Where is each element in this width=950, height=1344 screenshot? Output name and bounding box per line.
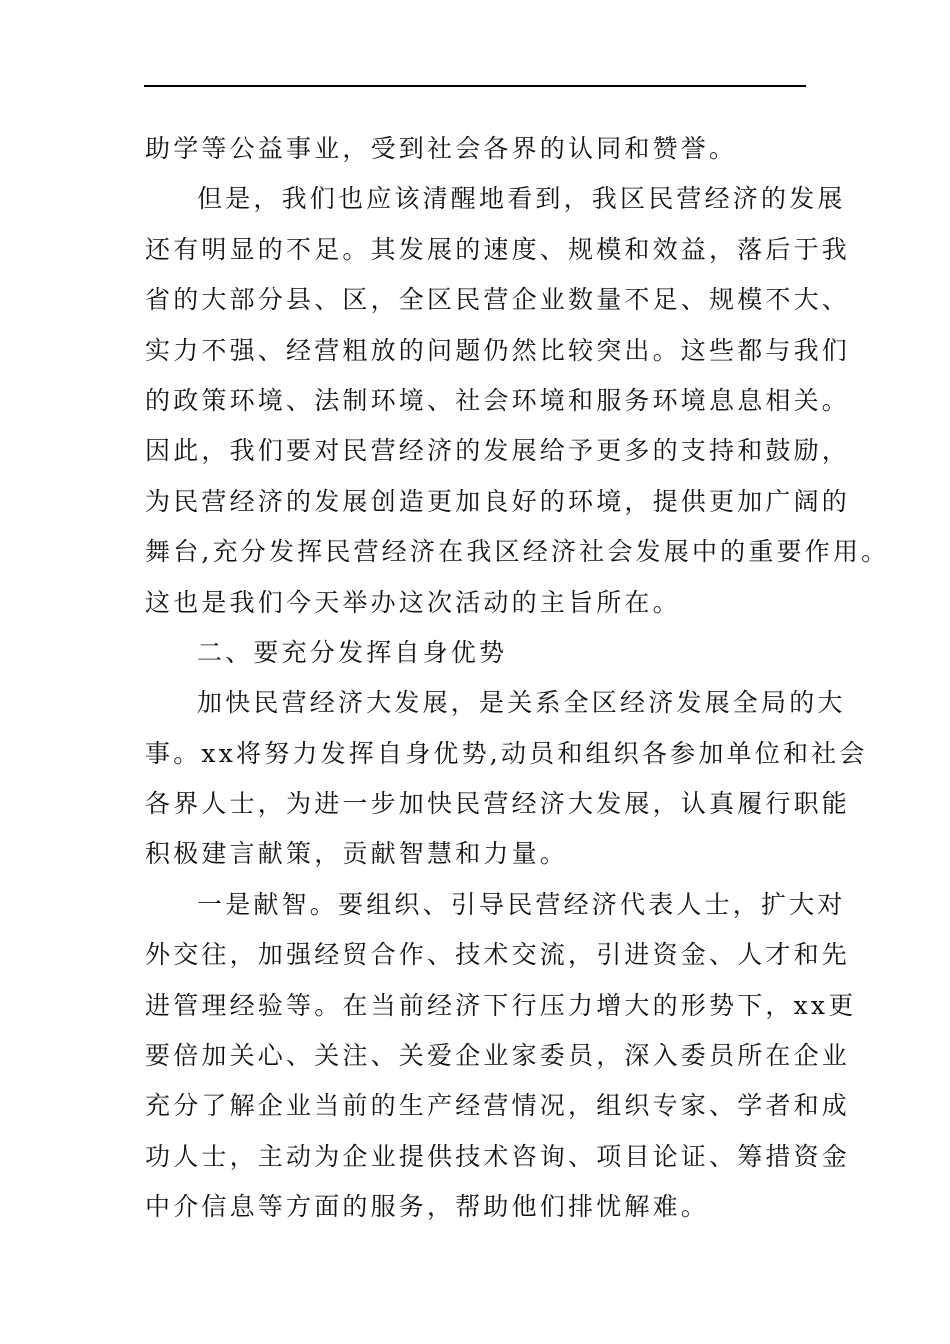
text-line: 进管理经验等。在当前经济下行压力增大的形势下，xx更 — [145, 990, 857, 1020]
text-line: 但是，我们也应该清醒地看到，我区民营经济的发展 — [197, 184, 846, 214]
text-line: 的政策环境、法制环境、社会环境和服务环境息息相关。 — [145, 385, 851, 415]
text-line: 舞台,充分发挥民营经济在我区经济社会发展中的重要作用。 — [145, 537, 890, 567]
text-line: 一是献智。要组织、引导民营经济代表人士，扩大对 — [197, 889, 846, 919]
text-line: 各界人士，为进一步加快民营经济大发展，认真履行职能 — [145, 789, 851, 819]
text-line: 为民营经济的发展创造更加良好的环境，提供更加广阔的 — [145, 486, 851, 516]
text-line: 还有明显的不足。其发展的速度、规模和效益，落后于我 — [145, 234, 851, 264]
text-line: 实力不强、经营粗放的问题仍然比较突出。这些都与我们 — [145, 335, 851, 365]
header-rule — [144, 85, 806, 87]
text-line: 事。xx将努力发挥自身优势,动员和组织各参加单位和社会 — [145, 738, 868, 768]
text-line: 积极建言献策，贡献智慧和力量。 — [145, 839, 569, 869]
text-line: 助学等公益事业，受到社会各界的认同和赞誉。 — [145, 134, 738, 163]
section-heading: 二、要充分发挥自身优势 — [197, 637, 508, 667]
text-line: 这也是我们今天举办这次活动的主旨所在。 — [145, 587, 681, 617]
text-line: 省的大部分县、区，全区民营企业数量不足、规模不大、 — [145, 285, 851, 315]
text-line: 中介信息等方面的服务，帮助他们排忧解难。 — [145, 1192, 710, 1222]
text-line: 外交往，加强经贸合作、技术交流，引进资金、人才和先 — [145, 940, 851, 970]
text-line: 因此，我们要对民营经济的发展给予更多的支持和鼓励， — [145, 436, 851, 466]
text-line: 加快民营经济大发展，是关系全区经济发展全局的大 — [197, 688, 846, 718]
text-line: 要倍加关心、关注、关爱企业家委员，深入委员所在企业 — [145, 1041, 851, 1071]
body-text — [145, 124, 890, 1233]
text-line: 充分了解企业当前的生产经营情况，组织专家、学者和成 — [145, 1091, 851, 1121]
text-line: 功人士，主动为企业提供技术咨询、项目论证、筹措资金 — [145, 1141, 851, 1171]
